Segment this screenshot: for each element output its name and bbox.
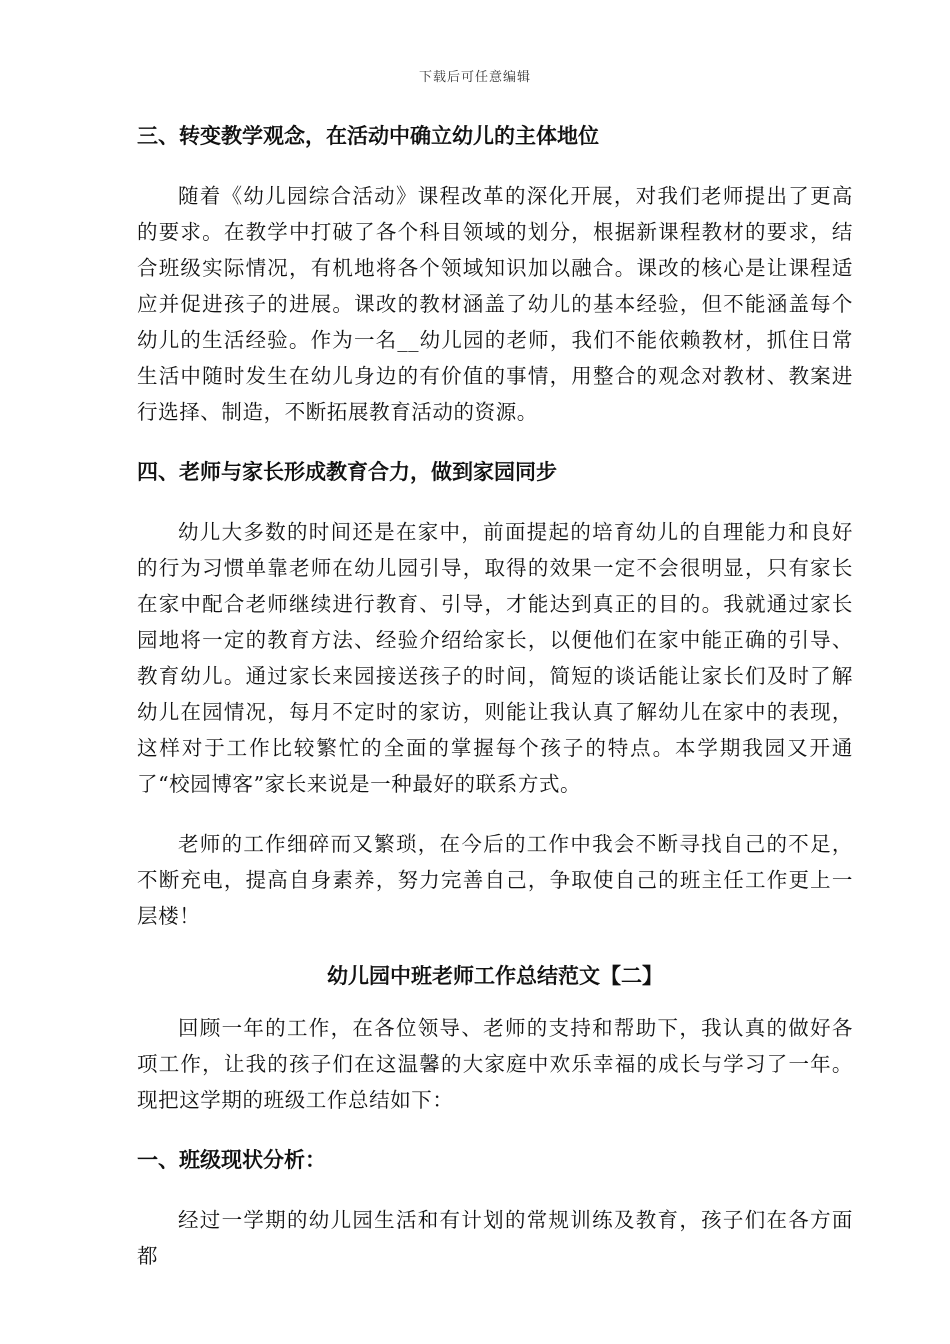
closing-paragraph: 老师的工作细碎而又繁琐，在今后的工作中我会不断寻找自己的不足，不断充电，提高自身素养，努力完善自己，争取使自己的班主任工作更上一层楼！: [137, 832, 853, 928]
section-3-heading: 三、转变教学观念，在活动中确立幼儿的主体地位: [137, 123, 599, 148]
document-2-intro: 回顾一年的工作，在各位领导、老师的支持和帮助下，我认真的做好各项工作，让我的孩子们在这温馨的大家庭中欢乐幸福的成长与学习了一年。现把这学期的班级工作总结如下：: [137, 1016, 853, 1112]
section-4-paragraph: 幼儿大多数的时间还是在家中，前面提起的培育幼儿的自理能力和良好的行为习惯单靠老师在幼儿园引导，取得的效果一定不会很明显，只有家长在家中配合老师继续进行教育、引导，才能达到真正的目的。我就通过家长园地将一定的教育方法、经验介绍给家长，以便他们在家中能正确的引导、教育幼儿。通过家长来园接送孩子的时间，简短的谈话能让家长们及时了解幼儿在园情况，每月不定时的家访，则能让我认真了解幼儿在家中的表现，这样对于工作比较繁忙的全面的掌握每个孩子的特点。本学期我园又开通了“校园博客”家长来说是一种最好的联系方式。: [137, 520, 853, 796]
document-2-title: 幼儿园中班老师工作总结范文【二】: [327, 963, 663, 988]
d2-section-1-paragraph: 经过一学期的幼儿园生活和有计划的常规训练及教育，孩子们在各方面都: [137, 1208, 853, 1268]
section-4-heading: 四、老师与家长形成教育合力，做到家园同步: [137, 459, 557, 484]
section-3-paragraph: 随着《幼儿园综合活动》课程改革的深化开展，对我们老师提出了更高的要求。在教学中打破了各个科目领域的划分，根据新课程教材的要求，结合班级实际情况，有机地将各个领域知识加以融合。课改的核心是让课程适应并促进孩子的进展。课改的教材涵盖了幼儿的基本经验，但不能涵盖每个幼儿的生活经验。作为一名__幼儿园的老师，我们不能依赖教材，抓住日常生活中随时发生在幼儿身边的有价值的事情，用整合的观念对教材、教案进行选择、制造，不断拓展教育活动的资源。: [137, 184, 853, 424]
d2-section-1-heading: 一、班级现状分析：: [137, 1147, 326, 1172]
document-body: [137, 112, 853, 1274]
header-note: 下载后可任意编辑: [418, 70, 531, 85]
